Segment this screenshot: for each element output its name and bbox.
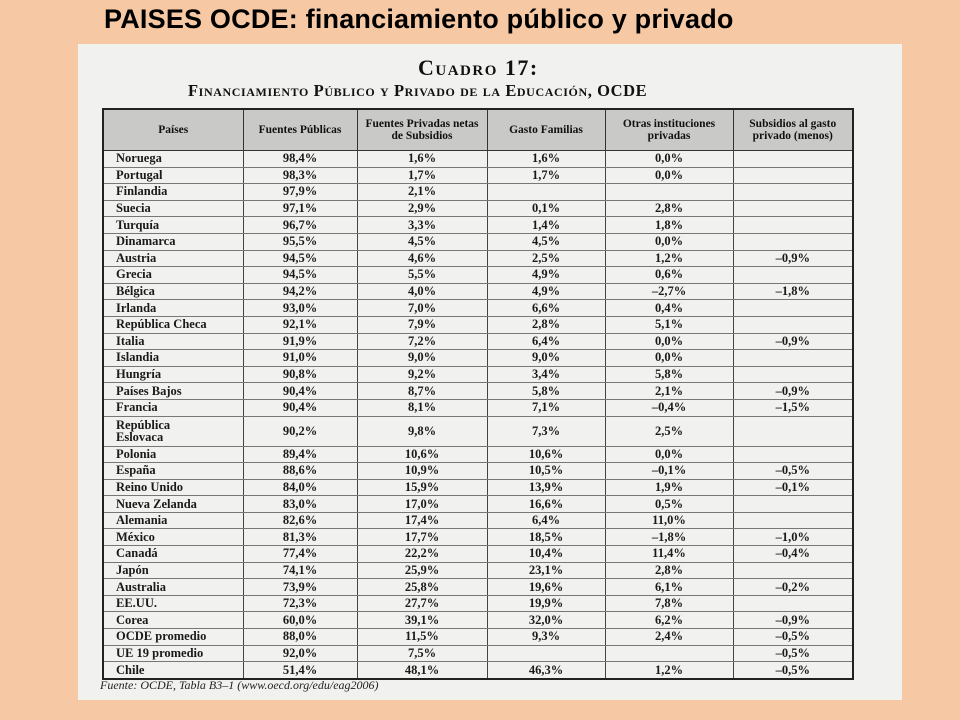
cell-country: Canadá <box>103 546 243 563</box>
cell-subsidios <box>733 300 853 317</box>
cell-otras-instituciones: 1,2% <box>605 662 733 679</box>
cell-gasto-familias: 19,6% <box>487 579 605 596</box>
table-header-row <box>103 109 853 151</box>
cell-country: España <box>103 463 243 480</box>
cell-country: Alemania <box>103 512 243 529</box>
cell-fuentes-privadas: 7,2% <box>357 333 487 350</box>
cell-fuentes-publicas: 95,5% <box>243 233 357 250</box>
cell-country: México <box>103 529 243 546</box>
cell-fuentes-publicas: 94,2% <box>243 283 357 300</box>
cell-fuentes-privadas: 10,6% <box>357 446 487 463</box>
cell-subsidios: –0,2% <box>733 579 853 596</box>
cell-otras-instituciones: 1,9% <box>605 479 733 496</box>
table-row <box>103 479 853 496</box>
cell-otras-instituciones: 0,0% <box>605 151 733 168</box>
cell-otras-instituciones: 2,5% <box>605 416 733 446</box>
cell-subsidios <box>733 184 853 201</box>
cell-country: Francia <box>103 399 243 416</box>
cell-fuentes-privadas: 10,9% <box>357 463 487 480</box>
header-paises: Países <box>103 109 243 151</box>
cell-subsidios <box>733 151 853 168</box>
cell-gasto-familias <box>487 645 605 662</box>
cell-fuentes-privadas: 25,8% <box>357 579 487 596</box>
cell-fuentes-publicas: 90,8% <box>243 366 357 383</box>
cell-country: Turquía <box>103 217 243 234</box>
scanned-table-image <box>78 44 902 700</box>
cell-fuentes-privadas: 39,1% <box>357 612 487 629</box>
cell-fuentes-privadas: 4,6% <box>357 250 487 267</box>
cell-gasto-familias: 3,4% <box>487 366 605 383</box>
cell-subsidios <box>733 200 853 217</box>
cell-fuentes-publicas: 84,0% <box>243 479 357 496</box>
cell-subsidios <box>733 366 853 383</box>
cell-fuentes-publicas: 91,0% <box>243 350 357 367</box>
cell-otras-instituciones: 11,4% <box>605 546 733 563</box>
cell-fuentes-privadas: 9,0% <box>357 350 487 367</box>
table-row <box>103 629 853 646</box>
cell-country: UE 19 promedio <box>103 645 243 662</box>
cell-fuentes-privadas: 3,3% <box>357 217 487 234</box>
cell-otras-instituciones: 0,0% <box>605 233 733 250</box>
cell-fuentes-publicas: 96,7% <box>243 217 357 234</box>
table-row <box>103 662 853 679</box>
cell-gasto-familias: 7,1% <box>487 399 605 416</box>
table-row <box>103 512 853 529</box>
cell-fuentes-privadas: 17,4% <box>357 512 487 529</box>
cell-country: Noruega <box>103 151 243 168</box>
cell-fuentes-privadas: 5,5% <box>357 267 487 284</box>
cell-subsidios: –1,5% <box>733 399 853 416</box>
cell-fuentes-privadas: 17,7% <box>357 529 487 546</box>
cell-otras-instituciones: 6,1% <box>605 579 733 596</box>
cell-otras-instituciones <box>605 184 733 201</box>
cell-subsidios <box>733 416 853 446</box>
cell-gasto-familias: 18,5% <box>487 529 605 546</box>
cell-gasto-familias: 19,9% <box>487 595 605 612</box>
cell-gasto-familias: 46,3% <box>487 662 605 679</box>
table-row <box>103 350 853 367</box>
cell-subsidios <box>733 512 853 529</box>
cell-subsidios: –0,9% <box>733 383 853 400</box>
cell-otras-instituciones: 5,8% <box>605 366 733 383</box>
cell-fuentes-privadas: 2,1% <box>357 184 487 201</box>
cell-gasto-familias: 1,7% <box>487 167 605 184</box>
cell-fuentes-publicas: 82,6% <box>243 512 357 529</box>
cell-country: República Eslovaca <box>103 416 243 446</box>
cell-fuentes-privadas: 48,1% <box>357 662 487 679</box>
cell-gasto-familias: 4,9% <box>487 283 605 300</box>
cell-subsidios: –0,4% <box>733 546 853 563</box>
cell-gasto-familias: 23,1% <box>487 562 605 579</box>
figure-label: Cuadro 17: <box>418 55 539 80</box>
cell-country: Portugal <box>103 167 243 184</box>
cell-fuentes-publicas: 88,0% <box>243 629 357 646</box>
cell-country: Corea <box>103 612 243 629</box>
table-row <box>103 184 853 201</box>
cell-subsidios <box>733 350 853 367</box>
cell-otras-instituciones: 1,2% <box>605 250 733 267</box>
cell-otras-instituciones: –1,8% <box>605 529 733 546</box>
cell-subsidios: –1,0% <box>733 529 853 546</box>
cell-country: OCDE promedio <box>103 629 243 646</box>
table-row <box>103 612 853 629</box>
cell-fuentes-privadas: 27,7% <box>357 595 487 612</box>
cell-subsidios: –0,9% <box>733 612 853 629</box>
table-row <box>103 151 853 168</box>
cell-fuentes-publicas: 72,3% <box>243 595 357 612</box>
cell-fuentes-publicas: 97,1% <box>243 200 357 217</box>
cell-gasto-familias: 4,9% <box>487 267 605 284</box>
figure-subtitle: Financiamiento Público y Privado de la Educación, OCDE <box>188 81 648 100</box>
cell-otras-instituciones: 2,8% <box>605 200 733 217</box>
cell-country: Chile <box>103 662 243 679</box>
cell-fuentes-publicas: 98,3% <box>243 167 357 184</box>
cell-fuentes-privadas: 1,7% <box>357 167 487 184</box>
cell-otras-instituciones: 0,0% <box>605 350 733 367</box>
cell-fuentes-publicas: 91,9% <box>243 333 357 350</box>
cell-subsidios: –0,5% <box>733 463 853 480</box>
cell-subsidios <box>733 167 853 184</box>
cell-fuentes-publicas: 97,9% <box>243 184 357 201</box>
cell-otras-instituciones: –2,7% <box>605 283 733 300</box>
cell-subsidios: –0,9% <box>733 250 853 267</box>
cell-otras-instituciones <box>605 645 733 662</box>
table-row <box>103 496 853 513</box>
cell-subsidios: –0,5% <box>733 645 853 662</box>
cell-subsidios <box>733 267 853 284</box>
cell-gasto-familias: 10,5% <box>487 463 605 480</box>
table-row <box>103 562 853 579</box>
cell-otras-instituciones: 2,1% <box>605 383 733 400</box>
header-fuentes-publicas: Fuentes Públicas <box>243 109 357 151</box>
financing-table <box>102 108 854 680</box>
cell-fuentes-privadas: 7,0% <box>357 300 487 317</box>
cell-gasto-familias: 2,8% <box>487 316 605 333</box>
table-row <box>103 579 853 596</box>
cell-fuentes-privadas: 11,5% <box>357 629 487 646</box>
cell-fuentes-publicas: 98,4% <box>243 151 357 168</box>
cell-gasto-familias: 9,0% <box>487 350 605 367</box>
cell-fuentes-publicas: 81,3% <box>243 529 357 546</box>
cell-otras-instituciones: 1,8% <box>605 217 733 234</box>
cell-country: Grecia <box>103 267 243 284</box>
cell-gasto-familias <box>487 184 605 201</box>
cell-fuentes-publicas: 90,2% <box>243 416 357 446</box>
slide-title: PAISES OCDE: financiamiento público y privado <box>104 4 734 34</box>
cell-fuentes-publicas: 94,5% <box>243 267 357 284</box>
cell-otras-instituciones: 6,2% <box>605 612 733 629</box>
cell-subsidios: –0,9% <box>733 333 853 350</box>
cell-country: Hungría <box>103 366 243 383</box>
cell-gasto-familias: 6,6% <box>487 300 605 317</box>
cell-subsidios <box>733 446 853 463</box>
cell-country: Nueva Zelanda <box>103 496 243 513</box>
cell-country: Suecia <box>103 200 243 217</box>
cell-country: Bélgica <box>103 283 243 300</box>
cell-gasto-familias: 13,9% <box>487 479 605 496</box>
cell-gasto-familias: 1,4% <box>487 217 605 234</box>
cell-fuentes-publicas: 88,6% <box>243 463 357 480</box>
cell-gasto-familias: 9,3% <box>487 629 605 646</box>
table-row <box>103 416 853 446</box>
cell-country: Australia <box>103 579 243 596</box>
cell-gasto-familias: 32,0% <box>487 612 605 629</box>
table-row <box>103 446 853 463</box>
cell-fuentes-privadas: 8,1% <box>357 399 487 416</box>
cell-fuentes-privadas: 9,2% <box>357 366 487 383</box>
cell-fuentes-publicas: 93,0% <box>243 300 357 317</box>
table-row <box>103 399 853 416</box>
table-row <box>103 300 853 317</box>
cell-fuentes-publicas: 83,0% <box>243 496 357 513</box>
cell-country: Polonia <box>103 446 243 463</box>
table-row <box>103 283 853 300</box>
header-otras-instituciones: Otras instituciones privadas <box>605 109 733 151</box>
cell-fuentes-privadas: 17,0% <box>357 496 487 513</box>
cell-otras-instituciones: 0,4% <box>605 300 733 317</box>
cell-country: Irlanda <box>103 300 243 317</box>
cell-subsidios: –0,5% <box>733 662 853 679</box>
cell-subsidios: –0,1% <box>733 479 853 496</box>
table-body <box>103 151 853 679</box>
cell-gasto-familias: 1,6% <box>487 151 605 168</box>
cell-fuentes-privadas: 8,7% <box>357 383 487 400</box>
cell-fuentes-privadas: 4,5% <box>357 233 487 250</box>
table-row <box>103 529 853 546</box>
cell-otras-instituciones: 5,1% <box>605 316 733 333</box>
cell-fuentes-publicas: 92,0% <box>243 645 357 662</box>
cell-fuentes-publicas: 89,4% <box>243 446 357 463</box>
table-row <box>103 316 853 333</box>
cell-country: Italia <box>103 333 243 350</box>
header-subsidios: Subsidios al gasto privado (menos) <box>733 109 853 151</box>
cell-subsidios <box>733 233 853 250</box>
cell-otras-instituciones: 0,6% <box>605 267 733 284</box>
cell-subsidios <box>733 595 853 612</box>
cell-otras-instituciones: 0,5% <box>605 496 733 513</box>
cell-gasto-familias: 10,4% <box>487 546 605 563</box>
cell-otras-instituciones: 2,4% <box>605 629 733 646</box>
cell-country: Austria <box>103 250 243 267</box>
cell-country: Reino Unido <box>103 479 243 496</box>
cell-fuentes-publicas: 94,5% <box>243 250 357 267</box>
cell-gasto-familias: 16,6% <box>487 496 605 513</box>
table-row <box>103 333 853 350</box>
cell-gasto-familias: 5,8% <box>487 383 605 400</box>
cell-fuentes-privadas: 7,9% <box>357 316 487 333</box>
cell-otras-instituciones: 7,8% <box>605 595 733 612</box>
cell-fuentes-privadas: 9,8% <box>357 416 487 446</box>
cell-otras-instituciones: –0,4% <box>605 399 733 416</box>
cell-gasto-familias: 2,5% <box>487 250 605 267</box>
table-row <box>103 383 853 400</box>
table-row <box>103 366 853 383</box>
cell-fuentes-privadas: 1,6% <box>357 151 487 168</box>
cell-country: Dinamarca <box>103 233 243 250</box>
table-row <box>103 217 853 234</box>
table-row <box>103 546 853 563</box>
table-row <box>103 250 853 267</box>
cell-otras-instituciones: 0,0% <box>605 446 733 463</box>
table-row <box>103 463 853 480</box>
cell-fuentes-privadas: 4,0% <box>357 283 487 300</box>
cell-subsidios <box>733 496 853 513</box>
cell-subsidios <box>733 217 853 234</box>
cell-otras-instituciones: –0,1% <box>605 463 733 480</box>
cell-country: Países Bajos <box>103 383 243 400</box>
header-fuentes-privadas: Fuentes Privadas netas de Subsidios <box>357 109 487 151</box>
cell-fuentes-publicas: 73,9% <box>243 579 357 596</box>
cell-fuentes-publicas: 74,1% <box>243 562 357 579</box>
cell-gasto-familias: 7,3% <box>487 416 605 446</box>
cell-subsidios: –0,5% <box>733 629 853 646</box>
cell-gasto-familias: 6,4% <box>487 512 605 529</box>
cell-fuentes-publicas: 77,4% <box>243 546 357 563</box>
source-note: Fuente: OCDE, Tabla B3–1 (www.oecd.org/edu/eag2006) <box>100 678 379 692</box>
table-row <box>103 200 853 217</box>
cell-gasto-familias: 6,4% <box>487 333 605 350</box>
cell-subsidios <box>733 316 853 333</box>
table-row <box>103 595 853 612</box>
cell-gasto-familias: 4,5% <box>487 233 605 250</box>
cell-gasto-familias: 10,6% <box>487 446 605 463</box>
cell-subsidios <box>733 562 853 579</box>
cell-country: Islandia <box>103 350 243 367</box>
cell-country: República Checa <box>103 316 243 333</box>
table-row <box>103 167 853 184</box>
cell-otras-instituciones: 11,0% <box>605 512 733 529</box>
cell-subsidios: –1,8% <box>733 283 853 300</box>
cell-country: Finlandia <box>103 184 243 201</box>
cell-gasto-familias: 0,1% <box>487 200 605 217</box>
header-gasto-familias: Gasto Familias <box>487 109 605 151</box>
cell-otras-instituciones: 0,0% <box>605 167 733 184</box>
cell-fuentes-publicas: 92,1% <box>243 316 357 333</box>
cell-fuentes-publicas: 60,0% <box>243 612 357 629</box>
cell-fuentes-publicas: 51,4% <box>243 662 357 679</box>
table-row <box>103 645 853 662</box>
cell-fuentes-publicas: 90,4% <box>243 383 357 400</box>
cell-fuentes-publicas: 90,4% <box>243 399 357 416</box>
cell-country: Japón <box>103 562 243 579</box>
cell-fuentes-privadas: 2,9% <box>357 200 487 217</box>
cell-country: EE.UU. <box>103 595 243 612</box>
cell-otras-instituciones: 0,0% <box>605 333 733 350</box>
cell-fuentes-privadas: 25,9% <box>357 562 487 579</box>
table-row <box>103 267 853 284</box>
cell-otras-instituciones: 2,8% <box>605 562 733 579</box>
cell-fuentes-privadas: 15,9% <box>357 479 487 496</box>
cell-fuentes-privadas: 22,2% <box>357 546 487 563</box>
cell-fuentes-privadas: 7,5% <box>357 645 487 662</box>
table-row <box>103 233 853 250</box>
